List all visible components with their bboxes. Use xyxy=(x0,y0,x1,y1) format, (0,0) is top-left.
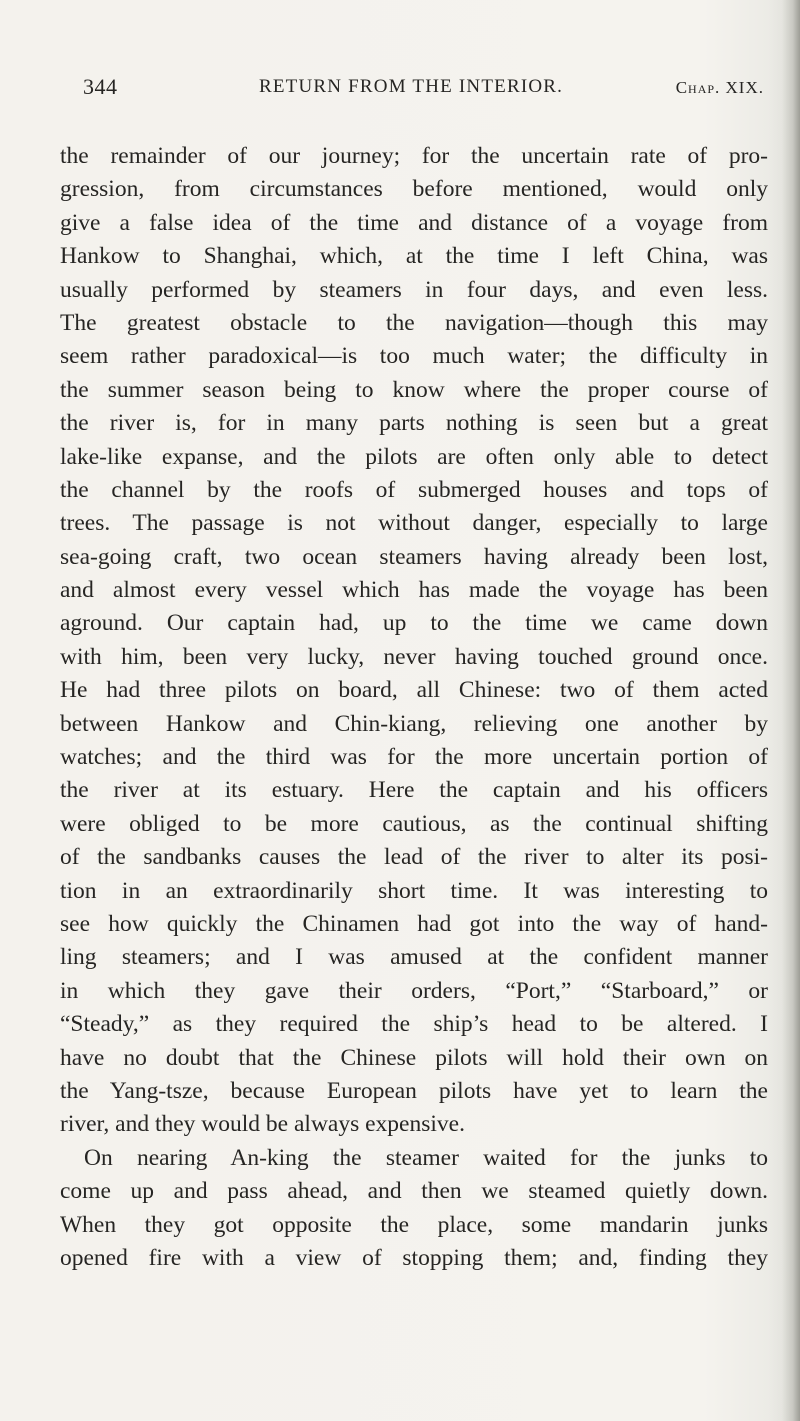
text-line: of the sandbanks causes the lead of the river to alter its posi- xyxy=(60,844,768,871)
chapter-label: Chap. XIX. xyxy=(675,78,764,97)
text-line: seem rather paradoxical—is too much water; the difficulty in xyxy=(60,343,768,370)
text-line: gression, from circumstances before mentioned, would only xyxy=(60,176,768,203)
text-line: in which they gave their orders, “Port,” “Starboard,” or xyxy=(60,977,768,1004)
text-line: tion in an extraordinarily short time. It was interesting to xyxy=(60,877,768,904)
text-line: see how quickly the Chinamen had got into the way of hand- xyxy=(60,910,768,937)
text-line: lake-like expanse, and the pilots are often only able to detect xyxy=(60,443,768,470)
text-line: opened fire with a view of stopping them; and, finding they xyxy=(60,1244,768,1271)
text-line: and almost every vessel which has made the voyage has been xyxy=(60,577,768,604)
text-line: were obliged to be more cautious, as the continual shifting xyxy=(60,810,768,837)
text-line: the river at its estuary. Here the captain and his officers xyxy=(60,777,768,804)
text-line: usually performed by steamers in four days, and even less. xyxy=(60,276,768,303)
text-line: with him, been very lucky, never having touched ground once. xyxy=(60,643,768,670)
page-header xyxy=(84,74,764,108)
text-line: river, and they would be always expensive. xyxy=(60,1111,465,1138)
text-line: ling steamers; and I was amused at the confident manner xyxy=(60,944,768,971)
text-line: He had three pilots on board, all Chinese: two of them acted xyxy=(60,677,768,704)
text-line: the remainder of our journey; for the uncertain rate of pro- xyxy=(60,143,768,169)
text-line: aground. Our captain had, up to the time we came down xyxy=(60,610,768,637)
running-title: RETURN FROM THE INTERIOR. xyxy=(259,76,564,97)
text-line: give a false idea of the time and distance of a voyage from xyxy=(60,209,768,236)
text-line: Hankow to Shanghai, which, at the time I left China, was xyxy=(60,243,768,270)
text-line: On nearing An-king the steamer waited for the junks to xyxy=(84,1144,768,1171)
text-line: watches; and the third was for the more uncertain portion of xyxy=(60,744,768,771)
page-edge-shadow xyxy=(782,0,800,1421)
text-line: The greatest obstacle to the navigation—though this may xyxy=(60,309,768,336)
text-line: come up and pass ahead, and then we steamed quietly down. xyxy=(60,1178,768,1205)
text-line: trees. The passage is not without danger, especially to large xyxy=(60,510,768,537)
text-line: “Steady,” as they required the ship’s head to be altered. I xyxy=(60,1011,768,1038)
text-line: have no doubt that the Chinese pilots will hold their own on xyxy=(60,1044,768,1071)
text-line: the river is, for in many parts nothing is seen but a great xyxy=(60,410,768,437)
text-line: sea-going craft, two ocean steamers having already been lost, xyxy=(60,543,768,570)
body-text xyxy=(60,140,768,1275)
text-line: the Yang-tsze, because European pilots have yet to learn the xyxy=(60,1077,768,1104)
text-line: the summer season being to know where the proper course of xyxy=(60,376,768,403)
text-line: the channel by the roofs of submerged houses and tops of xyxy=(60,476,768,503)
text-line: When they got opposite the place, some mandarin junks xyxy=(60,1211,768,1238)
text-line: between Hankow and Chin-kiang, relieving one another by xyxy=(60,710,768,737)
page-number: 344 xyxy=(83,74,118,99)
